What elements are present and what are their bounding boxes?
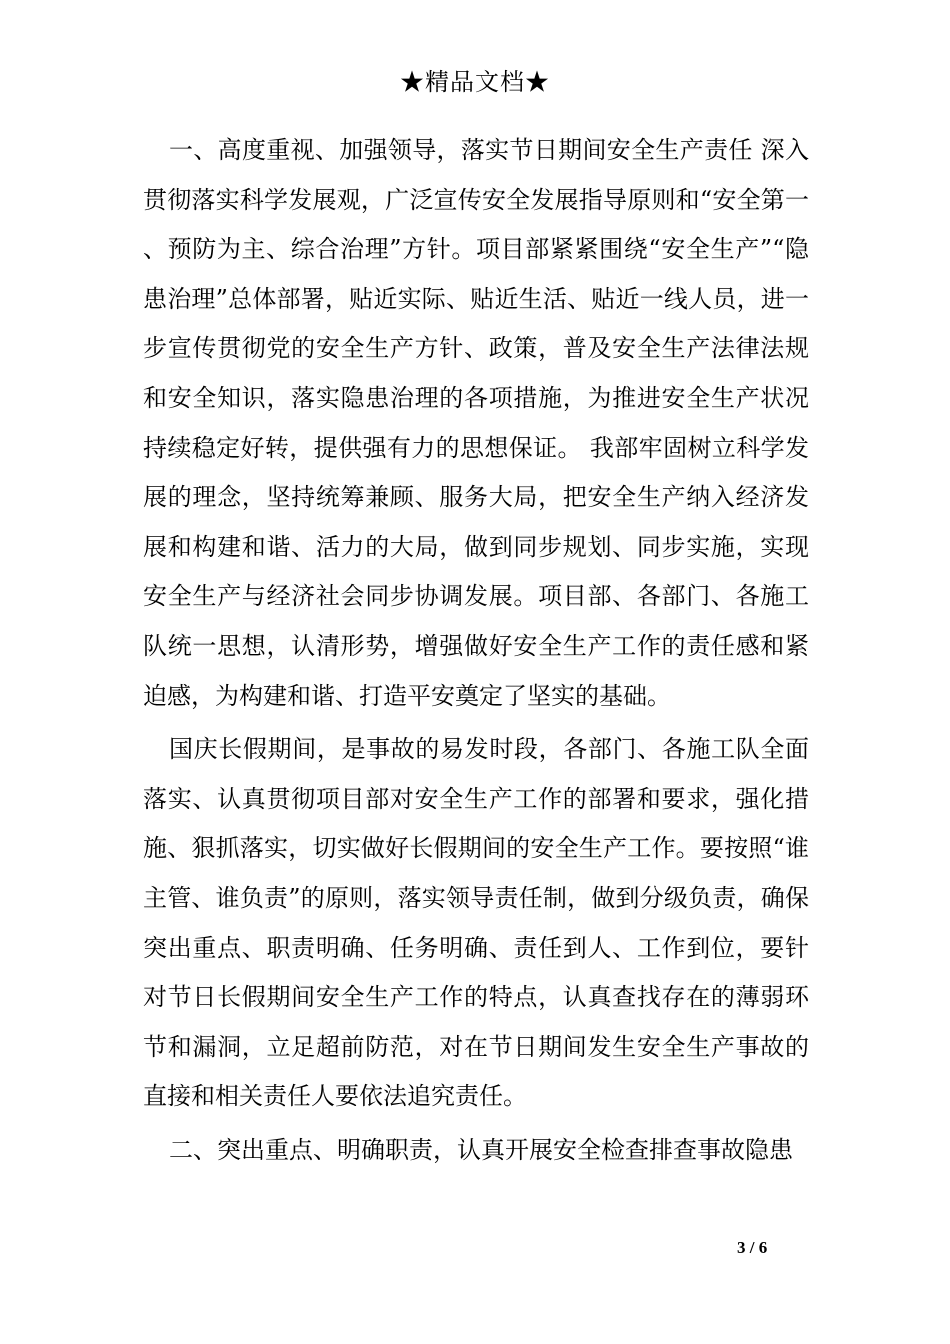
page-number: 3 / 6 xyxy=(737,1238,768,1257)
page-header-title: ★精品文档★ xyxy=(400,68,550,96)
document-body xyxy=(143,126,809,1175)
paragraph-2: 国庆长假期间，是事故的易发时段，各部门、各施工队全面落实、认真贯彻项目部对安全生产工作的部署和要求，强化措施、狠抓落实，切实做好长假期间的安全生产工作。要按照“谁主管、谁负责”的原则，落实领导责任制，做到分级负责，确保突出重点、职责明确、任务明确、责任到人、工作到位，要针对节日长假期间安全生产工作的特点，认真查找存在的薄弱环节和漏洞，立足超前防范，对在节日期间发生安全生产事故的直接和相关责任人要依法追究责任。 xyxy=(143,735,809,1111)
paragraph-1: 一、高度重视、加强领导，落实节日期间安全生产责任 深入贯彻落实科学发展观，广泛宣传安全发展指导原则和“安全第一、预防为主、综合治理”方针。项目部紧紧围绕“安全生产”“隐患治理”总体部署，贴近实际、贴近生活、贴近一线人员，进一步宣传贯彻党的安全生产方针、政策，普及安全生产法律法规和安全知识，落实隐患治理的各项措施，为推进安全生产状况持续稳定好转，提供强有力的思想保证。 我部牢固树立科学发展的理念，坚持统筹兼顾、服务大局，把安全生产纳入经济发展和构建和谐、活力的大局，做到同步规划、同步实施，实现安全生产与经济社会同步协调发展。项目部、各部门、各施工队统一思想，认清形势，增强做好安全生产工作的责任感和紧迫感，为构建和谐、打造平安奠定了坚实的基础。 xyxy=(143,136,809,710)
paragraph-3: 二、突出重点、明确职责，认真开展安全检查排查事故隐患 xyxy=(169,1135,793,1164)
